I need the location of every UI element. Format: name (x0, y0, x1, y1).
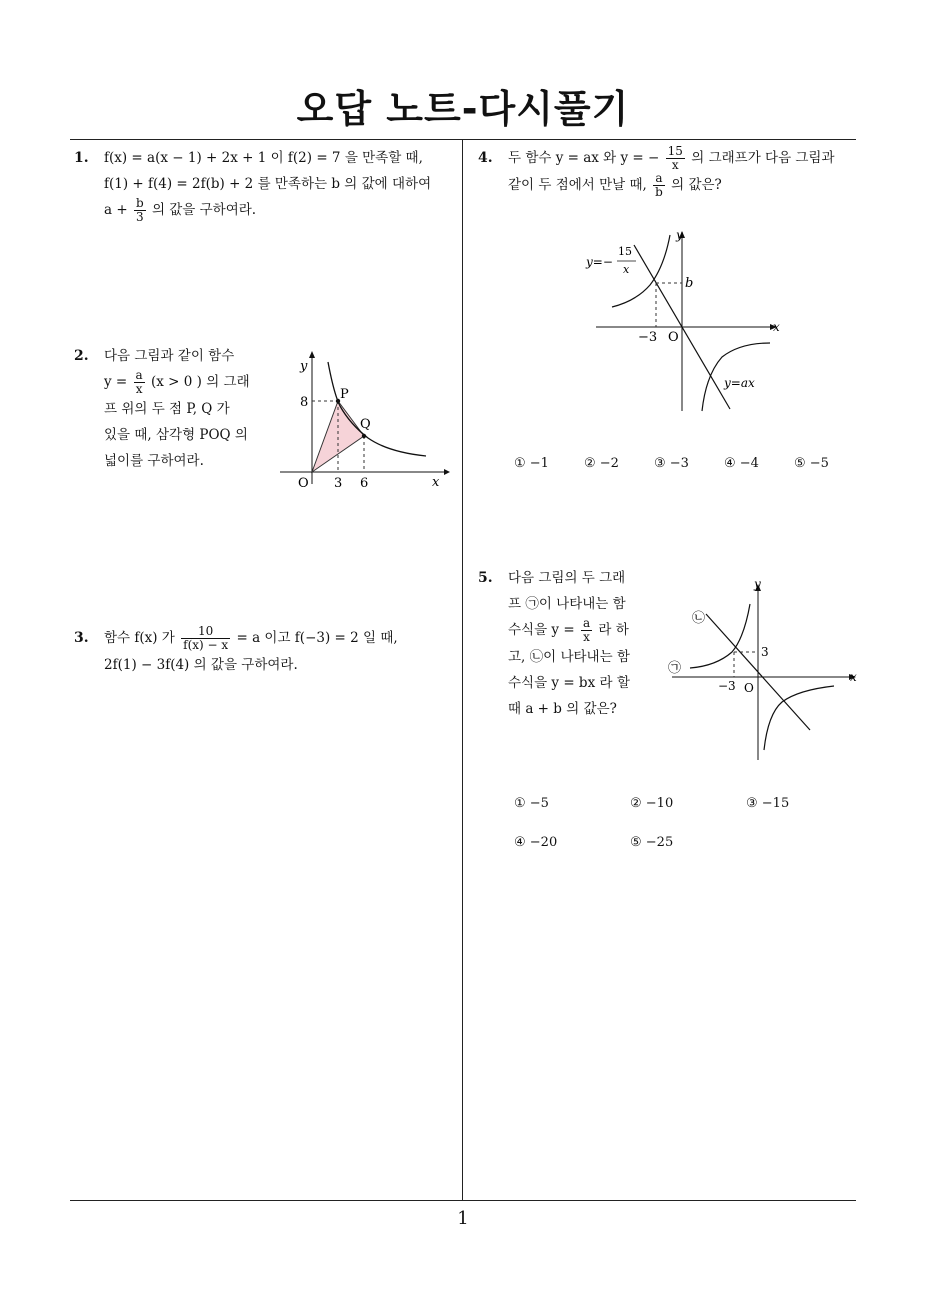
problem-5-choice-1[interactable]: ① −5 (514, 796, 549, 811)
problem-5-line-6: 때 a + b 의 값은? (508, 701, 617, 717)
problem-4-choice-3[interactable]: ③ −3 (654, 456, 689, 471)
y-axis-label: y (676, 228, 683, 242)
problem-4-text (508, 145, 835, 199)
problem-4-fraction (666, 145, 685, 172)
problem-1-line-3-pre: a + (104, 202, 128, 218)
problem-4-choice-4[interactable]: ④ −4 (724, 456, 759, 471)
frac-numerator: 15 (667, 144, 683, 158)
frac-numerator: a (653, 172, 665, 186)
problem-3-number: 3. (74, 630, 89, 646)
graph-2-label: ㉡ (692, 611, 706, 626)
problem-4-number: 4. (478, 150, 493, 166)
problem-5-number: 5. (478, 570, 493, 586)
problem-1-line-2: f(1) + f(4) = 2f(b) + 2 를 만족하는 b 의 값에 대하여 (104, 176, 432, 192)
line-label: y=ax (724, 376, 755, 390)
tick-label-3: 3 (761, 645, 769, 659)
frac-numerator: b (135, 196, 144, 210)
y-axis-label: y (300, 359, 308, 374)
problem-4-choice-2[interactable]: ② −2 (584, 456, 619, 471)
problem-4-line-1 (508, 145, 835, 172)
problem-4-line-2-post: 의 값은? (671, 177, 722, 193)
problem-5-line-2: 프 ㉠이 나타내는 함 (508, 596, 626, 612)
x-axis-label: x (850, 670, 857, 684)
problem-5-choice-5[interactable]: ⑤ −25 (630, 835, 674, 850)
tick-label-neg3: −3 (718, 679, 736, 693)
frac-denominator: x (583, 630, 590, 644)
origin-label: O (668, 330, 679, 345)
x-axis-label: x (432, 475, 440, 490)
problem-3-line-1-post: = a 이고 f(−3) = 2 일 때, (236, 630, 398, 646)
problem-3-line-1-pre: 함수 f(x) 가 (104, 630, 175, 646)
problem-4-choice-5[interactable]: ⑤ −5 (794, 456, 829, 471)
x-axis-arrow-icon (444, 469, 450, 475)
tick-label-6: 6 (360, 476, 369, 491)
frac-numerator: a (135, 368, 143, 382)
problem-2-text (104, 343, 250, 474)
curve-label-frac-numerator: 15 (618, 245, 632, 258)
problem-5-line-4: 고, ㉡이 나타내는 함 (508, 649, 630, 665)
tick-label-3: 3 (334, 476, 343, 491)
problem-4-fraction-2 (653, 172, 665, 199)
problem-1-line-1: f(x) = a(x − 1) + 2x + 1 이 f(2) = 7 을 만족할 때, (104, 150, 423, 166)
problem-4-choice-1[interactable]: ① −1 (514, 456, 549, 471)
problem-2-line-4: 있을 때, 삼각형 POQ 의 (104, 427, 248, 443)
problem-3-line-2: 2f(1) − 3f(4) 의 값을 구하여라. (104, 657, 298, 673)
problem-5-text (508, 565, 630, 722)
problem-4-line-2-pre: 같이 두 점에서 만날 때, (508, 177, 647, 193)
bottom-rule (70, 1200, 856, 1201)
problem-2-number: 2. (74, 348, 89, 364)
x-axis-label: x (773, 320, 780, 334)
problem-2-line-2-post: (x > 0 ) 의 그래 (150, 374, 250, 390)
problem-5-fraction (581, 617, 592, 644)
problem-4-line-1-post: 의 그래프가 다음 그림과 (691, 150, 835, 166)
frac-denominator: x (671, 158, 679, 172)
problem-5-choice-4[interactable]: ④ −20 (514, 835, 558, 850)
origin-label: O (298, 476, 309, 491)
problem-2-line-1: 다음 그림과 같이 함수 (104, 348, 235, 364)
problem-5-line-3-pre: 수식을 y = (508, 622, 575, 638)
problem-3-text (104, 625, 398, 678)
page-number: 1 (457, 1208, 469, 1229)
problem-4-figure (580, 225, 790, 415)
problem-1-text (104, 145, 431, 224)
problem-1-line-3 (104, 197, 431, 224)
problem-2-figure (276, 348, 456, 493)
graph-1-label: ㉠ (668, 661, 682, 676)
problem-3-fraction (181, 625, 230, 652)
frac-denominator: 3 (135, 210, 144, 224)
problem-5-choice-2[interactable]: ② −10 (630, 796, 674, 811)
problem-5-line-3-post: 라 하 (598, 622, 629, 638)
problem-5-choice-3[interactable]: ③ −15 (746, 796, 790, 811)
tick-label-8: 8 (300, 395, 309, 410)
problem-5-line-3 (508, 617, 630, 644)
problem-5-line-5: 수식을 y = bx 라 할 (508, 675, 630, 691)
problem-3-line-1 (104, 625, 398, 652)
problem-2-fraction (134, 369, 145, 396)
top-rule (70, 139, 856, 140)
problem-4-line-2 (508, 172, 835, 199)
origin-label: O (744, 681, 754, 695)
frac-numerator: a (582, 616, 591, 630)
problem-2-line-2-pre: y = (104, 374, 128, 390)
problem-2-line-2 (104, 369, 250, 396)
tick-label-neg3: −3 (638, 330, 658, 345)
problem-4-line-1-pre: 두 함수 y = ax 와 y = − (508, 150, 660, 166)
curve-label-frac-denominator: x (623, 263, 630, 276)
page-title: 오답 노트-다시풀기 (296, 87, 630, 131)
problem-1-fraction (134, 197, 146, 224)
curve-label: y=− (586, 255, 613, 269)
problem-2-line-5: 넓이를 구하여라. (104, 453, 204, 469)
frac-denominator: f(x) − x (183, 638, 229, 652)
frac-denominator: b (655, 185, 663, 199)
problem-2-line-3: 프 위의 두 점 P, Q 가 (104, 401, 230, 417)
point-p-label: P (340, 387, 349, 402)
point-q (362, 434, 366, 438)
frac-numerator: 10 (181, 625, 230, 639)
frac-denominator: x (135, 382, 143, 396)
tick-label-b: b (685, 276, 694, 291)
y-axis-label: y (754, 577, 761, 591)
problem-1-number: 1. (74, 150, 89, 166)
point-q-label: Q (360, 417, 371, 432)
problem-1-line-3-post: 의 값을 구하여라. (151, 202, 257, 218)
y-axis-arrow-icon (309, 351, 315, 358)
problem-5-figure (664, 574, 864, 766)
column-divider (462, 139, 463, 1201)
problem-5-line-1: 다음 그림의 두 그래 (508, 570, 626, 586)
